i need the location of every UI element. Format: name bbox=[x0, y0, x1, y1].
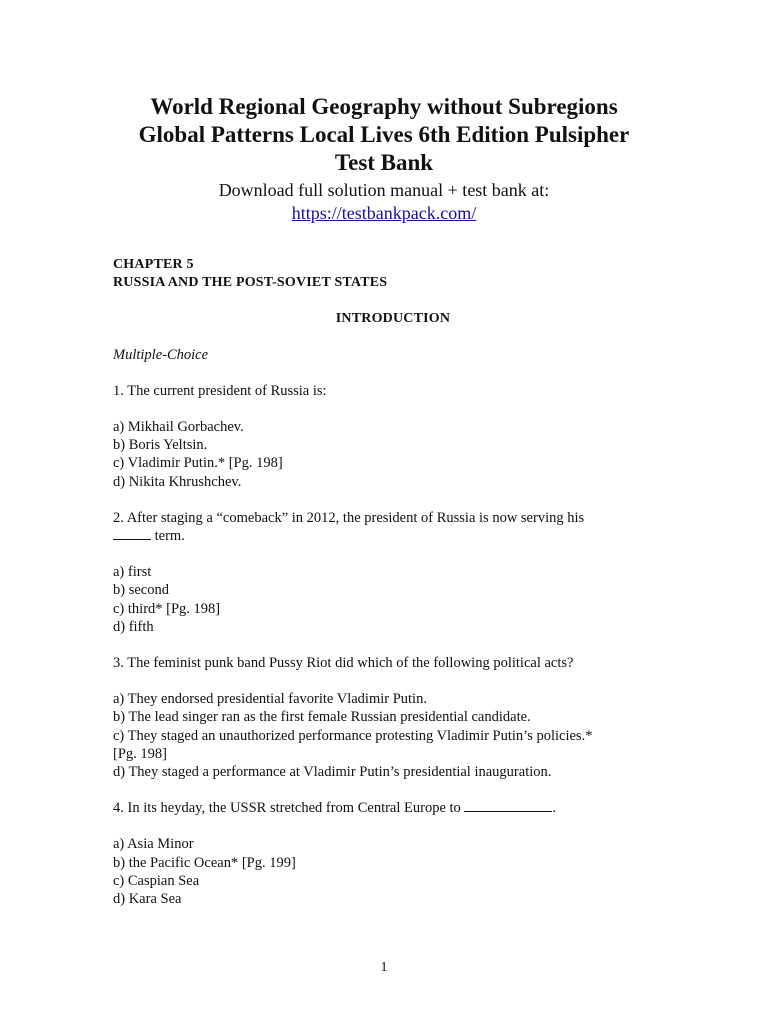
title-line-3: Test Bank bbox=[334, 150, 434, 175]
question-4-stem bbox=[113, 799, 673, 817]
question-2-option-a: a) first bbox=[113, 564, 152, 581]
download-text: Download full solution manual + test bank at: bbox=[218, 180, 550, 200]
question-1-stem: 1. The current president of Russia is: bbox=[113, 382, 327, 399]
question-2-stem-end: term. bbox=[154, 528, 185, 545]
question-1-option-b: b) Boris Yeltsin. bbox=[113, 437, 208, 454]
question-2-option-b: b) second bbox=[113, 582, 169, 599]
chapter-name: RUSSIA AND THE POST-SOVIET STATES bbox=[113, 275, 388, 291]
question-3-options bbox=[113, 690, 673, 781]
question-1-options bbox=[113, 418, 673, 491]
chapter-number: CHAPTER 5 bbox=[113, 257, 194, 272]
question-4-stem-text: 4. In its heyday, the USSR stretched from Central Europe to bbox=[113, 800, 461, 817]
question-1-option-a: a) Mikhail Gorbachev. bbox=[113, 419, 244, 436]
question-3-option-b: b) The lead singer ran as the first female Russian presidential candidate. bbox=[113, 709, 531, 726]
question-1-option-c: c) Vladimir Putin.* [Pg. 198] bbox=[113, 455, 283, 472]
title-line-1: World Regional Geography without Subregions bbox=[150, 94, 618, 119]
question-2-stem-line-2 bbox=[113, 527, 673, 545]
question-4-option-c: c) Caspian Sea bbox=[113, 872, 200, 889]
question-2-stem bbox=[113, 509, 673, 545]
question-4-stem-end: . bbox=[552, 800, 557, 817]
answer-blank bbox=[113, 527, 151, 540]
question-type: Multiple-Choice bbox=[113, 346, 209, 363]
question-2-stem-line-1: 2. After staging a “comeback” in 2012, the president of Russia is now serving his bbox=[113, 509, 585, 526]
question-3-option-d: d) They staged a performance at Vladimir Putin’s presidential inauguration. bbox=[113, 764, 552, 781]
question-3-option-a: a) They endorsed presidential favorite Vladimir Putin. bbox=[113, 691, 427, 708]
question-4-option-b: b) the Pacific Ocean* [Pg. 199] bbox=[113, 854, 296, 871]
question-4-option-d: d) Kara Sea bbox=[113, 891, 182, 908]
question-3-stem: 3. The feminist punk band Pussy Riot did which of the following political acts? bbox=[113, 655, 574, 672]
section-heading: INTRODUCTION bbox=[335, 311, 451, 327]
download-link[interactable]: https://testbankpack.com/ bbox=[291, 203, 477, 223]
question-3-option-c: c) They staged an unauthorized performance protesting Vladimir Putin’s policies.* bbox=[113, 727, 593, 744]
question-1-option-d: d) Nikita Khrushchev. bbox=[113, 473, 242, 490]
question-2-options bbox=[113, 563, 673, 636]
question-2-option-c: c) third* [Pg. 198] bbox=[113, 600, 221, 617]
title-block bbox=[60, 93, 708, 225]
title-line-2: Global Patterns Local Lives 6th Edition Pulsipher bbox=[138, 122, 630, 147]
answer-blank bbox=[464, 799, 552, 812]
page-number: 1 bbox=[380, 960, 388, 975]
question-4-options bbox=[113, 835, 673, 908]
question-3-option-c-page: [Pg. 198] bbox=[113, 745, 167, 762]
question-4-option-a: a) Asia Minor bbox=[113, 836, 194, 853]
document-body bbox=[113, 256, 673, 908]
question-2-option-d: d) fifth bbox=[113, 618, 154, 635]
